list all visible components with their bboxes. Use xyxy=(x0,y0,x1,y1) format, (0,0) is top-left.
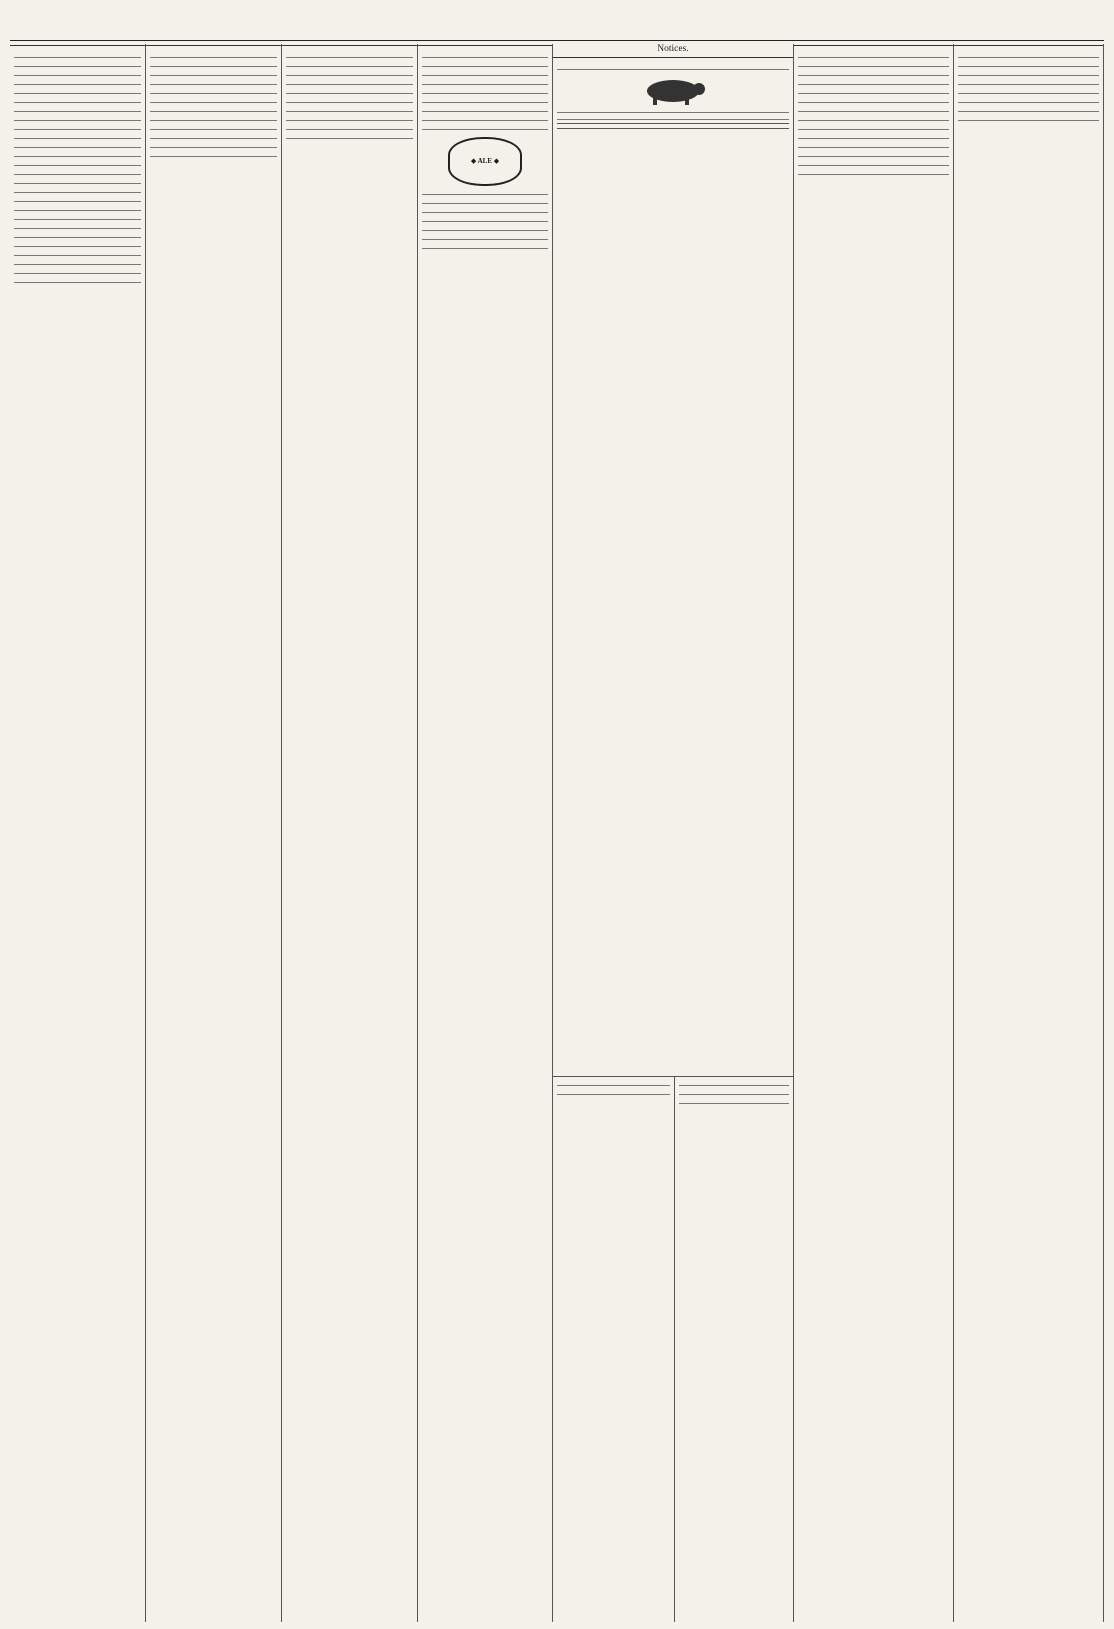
masthead-rule xyxy=(10,40,1104,41)
column-auctions-1 xyxy=(794,44,954,1622)
classified-ad xyxy=(958,67,1099,76)
classified-ad xyxy=(14,202,141,211)
classified-ad xyxy=(422,85,548,94)
classified-ad xyxy=(150,76,277,85)
classified-ad xyxy=(150,94,277,103)
column-heading xyxy=(282,44,417,46)
champtaloup-ad xyxy=(679,1086,789,1095)
classified-ad xyxy=(422,231,548,240)
bacon-row xyxy=(557,73,789,109)
classified-ad xyxy=(150,148,277,157)
classified-ad xyxy=(14,85,141,94)
column-notices-2 xyxy=(282,44,418,1622)
classified-ad xyxy=(14,256,141,265)
classified-ad xyxy=(14,229,141,238)
classified-ad xyxy=(422,213,548,222)
classified-ad xyxy=(14,247,141,256)
classified-ad xyxy=(798,67,949,76)
missen-heading xyxy=(557,123,789,129)
classified-ad xyxy=(286,49,413,58)
classified-ad xyxy=(14,274,141,283)
classified-ad xyxy=(958,85,1099,94)
column-heading xyxy=(418,44,552,46)
classified-ad xyxy=(150,139,277,148)
classified-ad xyxy=(150,121,277,130)
teas-ad xyxy=(679,1077,789,1086)
classified-ad xyxy=(286,58,413,67)
classified-ad xyxy=(14,94,141,103)
classified-ad xyxy=(422,58,548,67)
classified-ad xyxy=(422,112,548,121)
classified-ad xyxy=(798,103,949,112)
classified-ad xyxy=(150,85,277,94)
classified-ad xyxy=(14,76,141,85)
classified-ad xyxy=(958,49,1099,58)
classified-ad xyxy=(150,112,277,121)
classified-ad xyxy=(286,85,413,94)
classified-ad xyxy=(14,175,141,184)
column-heading xyxy=(794,44,953,46)
classified-ad xyxy=(14,139,141,148)
column-auctions-2 xyxy=(954,44,1104,1622)
column-notices-3 xyxy=(418,44,553,1622)
classified-ad xyxy=(14,220,141,229)
classified-ad xyxy=(286,121,413,130)
christmas-cards-ad xyxy=(557,1077,670,1086)
classified-ad xyxy=(422,67,548,76)
classified-ad xyxy=(14,148,141,157)
classified-ad xyxy=(286,94,413,103)
classified-ad xyxy=(286,76,413,85)
classified-ad xyxy=(14,166,141,175)
classified-ad xyxy=(798,112,949,121)
classified-ad xyxy=(422,195,548,204)
classified-ad xyxy=(422,49,548,58)
classified-ad xyxy=(958,94,1099,103)
waipa-council-ad xyxy=(557,61,789,70)
classified-ad xyxy=(422,103,548,112)
classified-ad xyxy=(150,103,277,112)
classified-ad xyxy=(798,130,949,139)
classified-ad xyxy=(958,103,1099,112)
classified-ad xyxy=(798,85,949,94)
classified-ad xyxy=(14,211,141,220)
classified-ad xyxy=(798,121,949,130)
classified-ad xyxy=(422,121,548,130)
classified-ad xyxy=(150,49,277,58)
column-heading: Notices. xyxy=(553,44,793,58)
brewery-ad xyxy=(422,130,548,195)
classified-ad xyxy=(14,67,141,76)
classified-ad xyxy=(14,121,141,130)
classified-ad xyxy=(14,193,141,202)
classified-ad xyxy=(798,58,949,67)
proprietor-notice xyxy=(679,1095,789,1104)
classified-ad xyxy=(422,76,548,85)
classified-ad xyxy=(422,204,548,213)
classified-ad xyxy=(14,58,141,67)
classified-ad xyxy=(422,222,548,231)
queen-anne-ad xyxy=(557,1086,670,1095)
classified-ad xyxy=(798,139,949,148)
classified-ad xyxy=(14,238,141,247)
column-heading xyxy=(10,44,145,46)
column-wanteds xyxy=(10,44,146,1622)
column-teas xyxy=(675,1076,794,1622)
classified-ad xyxy=(798,49,949,58)
classified-ad xyxy=(14,265,141,274)
classified-ad xyxy=(14,184,141,193)
davey-row xyxy=(557,112,789,120)
classified-ad xyxy=(958,58,1099,67)
classified-ad xyxy=(14,130,141,139)
classified-ad xyxy=(150,130,277,139)
pig-icon xyxy=(633,76,713,106)
column-christmas xyxy=(553,1076,675,1622)
classified-ad xyxy=(422,240,548,249)
classified-ad xyxy=(798,148,949,157)
classified-ad xyxy=(14,103,141,112)
classified-ad xyxy=(286,112,413,121)
classified-ad xyxy=(286,103,413,112)
column-heading xyxy=(146,44,281,46)
classified-ad xyxy=(422,94,548,103)
classified-ad xyxy=(958,76,1099,85)
barrel-icon: ◆ ALE ◆ xyxy=(448,137,522,186)
classified-ad xyxy=(14,112,141,121)
column-notices-1 xyxy=(146,44,282,1622)
classified-ad xyxy=(798,76,949,85)
classified-ad xyxy=(798,94,949,103)
classified-ad xyxy=(798,166,949,175)
classified-ad xyxy=(958,112,1099,121)
classified-ad xyxy=(14,157,141,166)
classified-ad xyxy=(150,67,277,76)
classified-ad xyxy=(798,157,949,166)
classified-ad xyxy=(286,130,413,139)
classified-ad xyxy=(150,58,277,67)
classified-ad xyxy=(14,49,141,58)
classified-ad xyxy=(286,67,413,76)
column-heading xyxy=(954,44,1103,46)
